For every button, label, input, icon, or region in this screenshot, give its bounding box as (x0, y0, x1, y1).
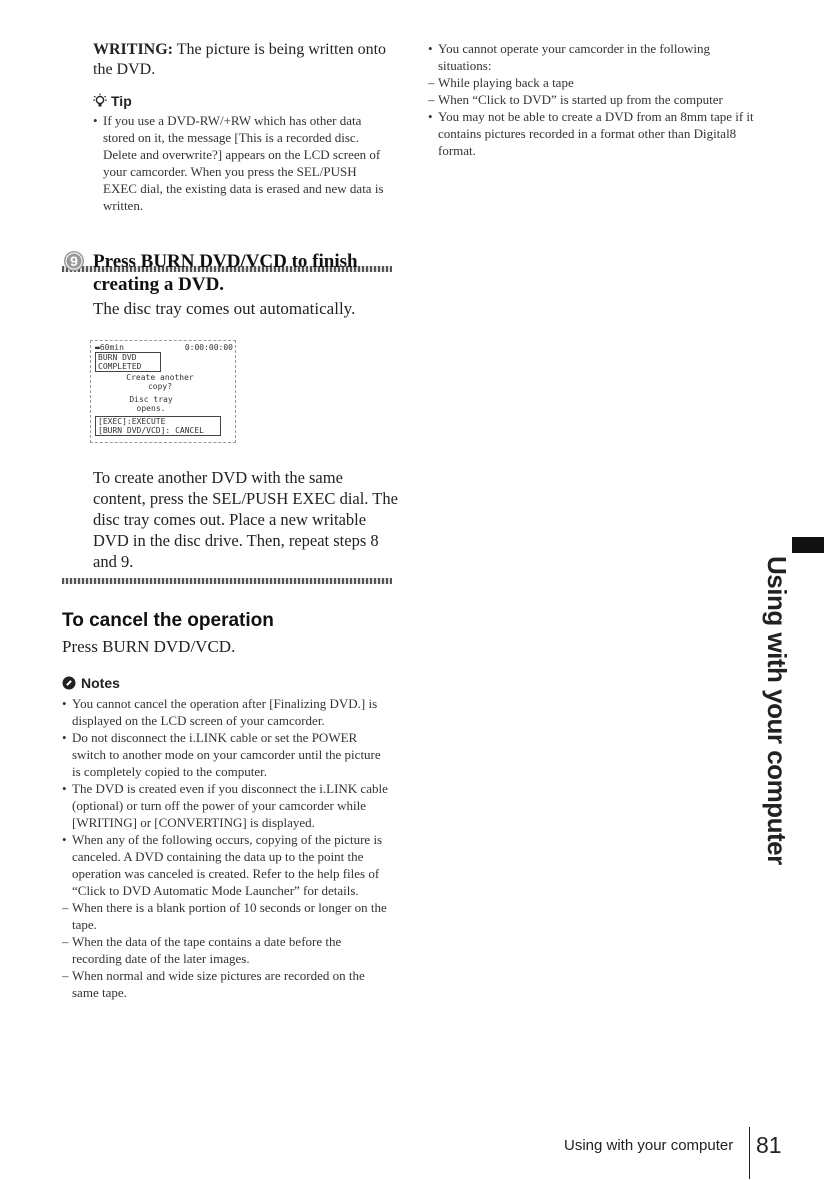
exec-options-box (95, 416, 221, 436)
note-sub-item: – When there is a blank portion of 10 seconds or longer on the tape. (62, 899, 392, 933)
tip-block (93, 92, 393, 214)
footer-section-name: Using with your computer (564, 1137, 734, 1154)
lcd-screen (90, 340, 236, 443)
burn-status-box (95, 352, 161, 372)
tip-item: • If you use a DVD-RW/+RW which has other data stored on it, the message [This is a recorded disc. Delete and overwrite?] appears on the LCD screen of your camcorder. When you press the SEL/PUSH EXEC dial, the existing data is erased and new data is written. (93, 112, 393, 214)
timecode: 0:00:00:00 (184, 343, 233, 352)
step-9-description: The disc tray comes out automatically. (93, 299, 356, 318)
notes-title: Notes (81, 675, 120, 691)
right-column-notes (428, 40, 758, 159)
step-9-heading (93, 250, 393, 296)
cancel-text: Press BURN DVD/VCD. (62, 637, 236, 656)
svg-text:9: 9 (70, 253, 78, 269)
writing-text: The picture is being written onto the DVD. (93, 41, 387, 78)
writing-label: WRITING: (93, 41, 174, 58)
note-item: • When any of the following occurs, copying of the picture is canceled. A DVD containing the data up to the point the operation was canceled is created. Refer to the help files of “Click to DVD Automatic Mode Launcher” for details. – When there is a blank portion of 10 seconds or longer on the tape. – When the data of the tape contains a date before the recording date of the later images. – When normal and wide size pictures are recorded on the same tape. (62, 831, 392, 1001)
page-number: 81 (756, 1132, 782, 1158)
section-side-title: Using with your computer (762, 556, 792, 865)
lightbulb-icon (93, 93, 107, 109)
media-indicator: ▬60min (95, 343, 124, 352)
right-sub-item: – While playing back a tape (428, 74, 758, 91)
tip-title: Tip (111, 93, 132, 109)
step-9-heading-line2: creating a DVD. (93, 274, 225, 295)
footer-divider (749, 1127, 750, 1179)
right-note-item: • You may not be able to create a DVD from an 8mm tape if it contains pictures recorded in a format other than Digital8 format. (428, 108, 758, 159)
notes-block (62, 673, 392, 1001)
cancel-option: [BURN DVD/VCD]: CANCEL (98, 426, 204, 435)
right-sub-item: – When “Click to DVD” is started up from the computer (428, 91, 758, 108)
another-dvd-paragraph: To create another DVD with the same content, press the SEL/PUSH EXEC dial. The disc tray comes out. Place a new writable DVD in the disc drive. Then, repeat steps 8 and 9. (93, 468, 398, 571)
right-note-item: • You cannot operate your camcorder in the following situations: – While playing back a tape – When “Click to DVD” is started up from the computer (428, 40, 758, 108)
step-9-heading-line1: Press BURN DVD/VCD to finish (93, 251, 358, 272)
burn-label: BURN DVD (98, 353, 137, 362)
note-item: • Do not disconnect the i.LINK cable or set the POWER switch to another mode on your camcorder until the picture is completely copied to the computer. (62, 729, 392, 780)
create-another-text: Create another copy? (126, 373, 194, 391)
completed-label: COMPLETED (98, 362, 142, 371)
disc-tray-text: Disc tray opens. (129, 395, 173, 413)
section-thumb-tab (792, 537, 824, 553)
step-9-icon (63, 250, 85, 272)
divider (62, 578, 392, 584)
notes-icon (62, 676, 76, 690)
exec-option: [EXEC]:EXECUTE (98, 417, 166, 426)
cancel-heading: To cancel the operation (62, 610, 274, 631)
note-item: • The DVD is created even if you disconnect the i.LINK cable (optional) or turn off the power of your camcorder while [WRITING] or [CONVERTING] is displayed. (62, 780, 392, 831)
step-9-number-icon (63, 250, 85, 272)
note-sub-item: – When normal and wide size pictures are recorded on the same tape. (62, 967, 392, 1001)
note-item: • You cannot cancel the operation after [Finalizing DVD.] is displayed on the LCD screen of your camcorder. (62, 695, 392, 729)
writing-paragraph (93, 40, 393, 80)
note-sub-item: – When the data of the tape contains a date before the recording date of the later images. (62, 933, 392, 967)
